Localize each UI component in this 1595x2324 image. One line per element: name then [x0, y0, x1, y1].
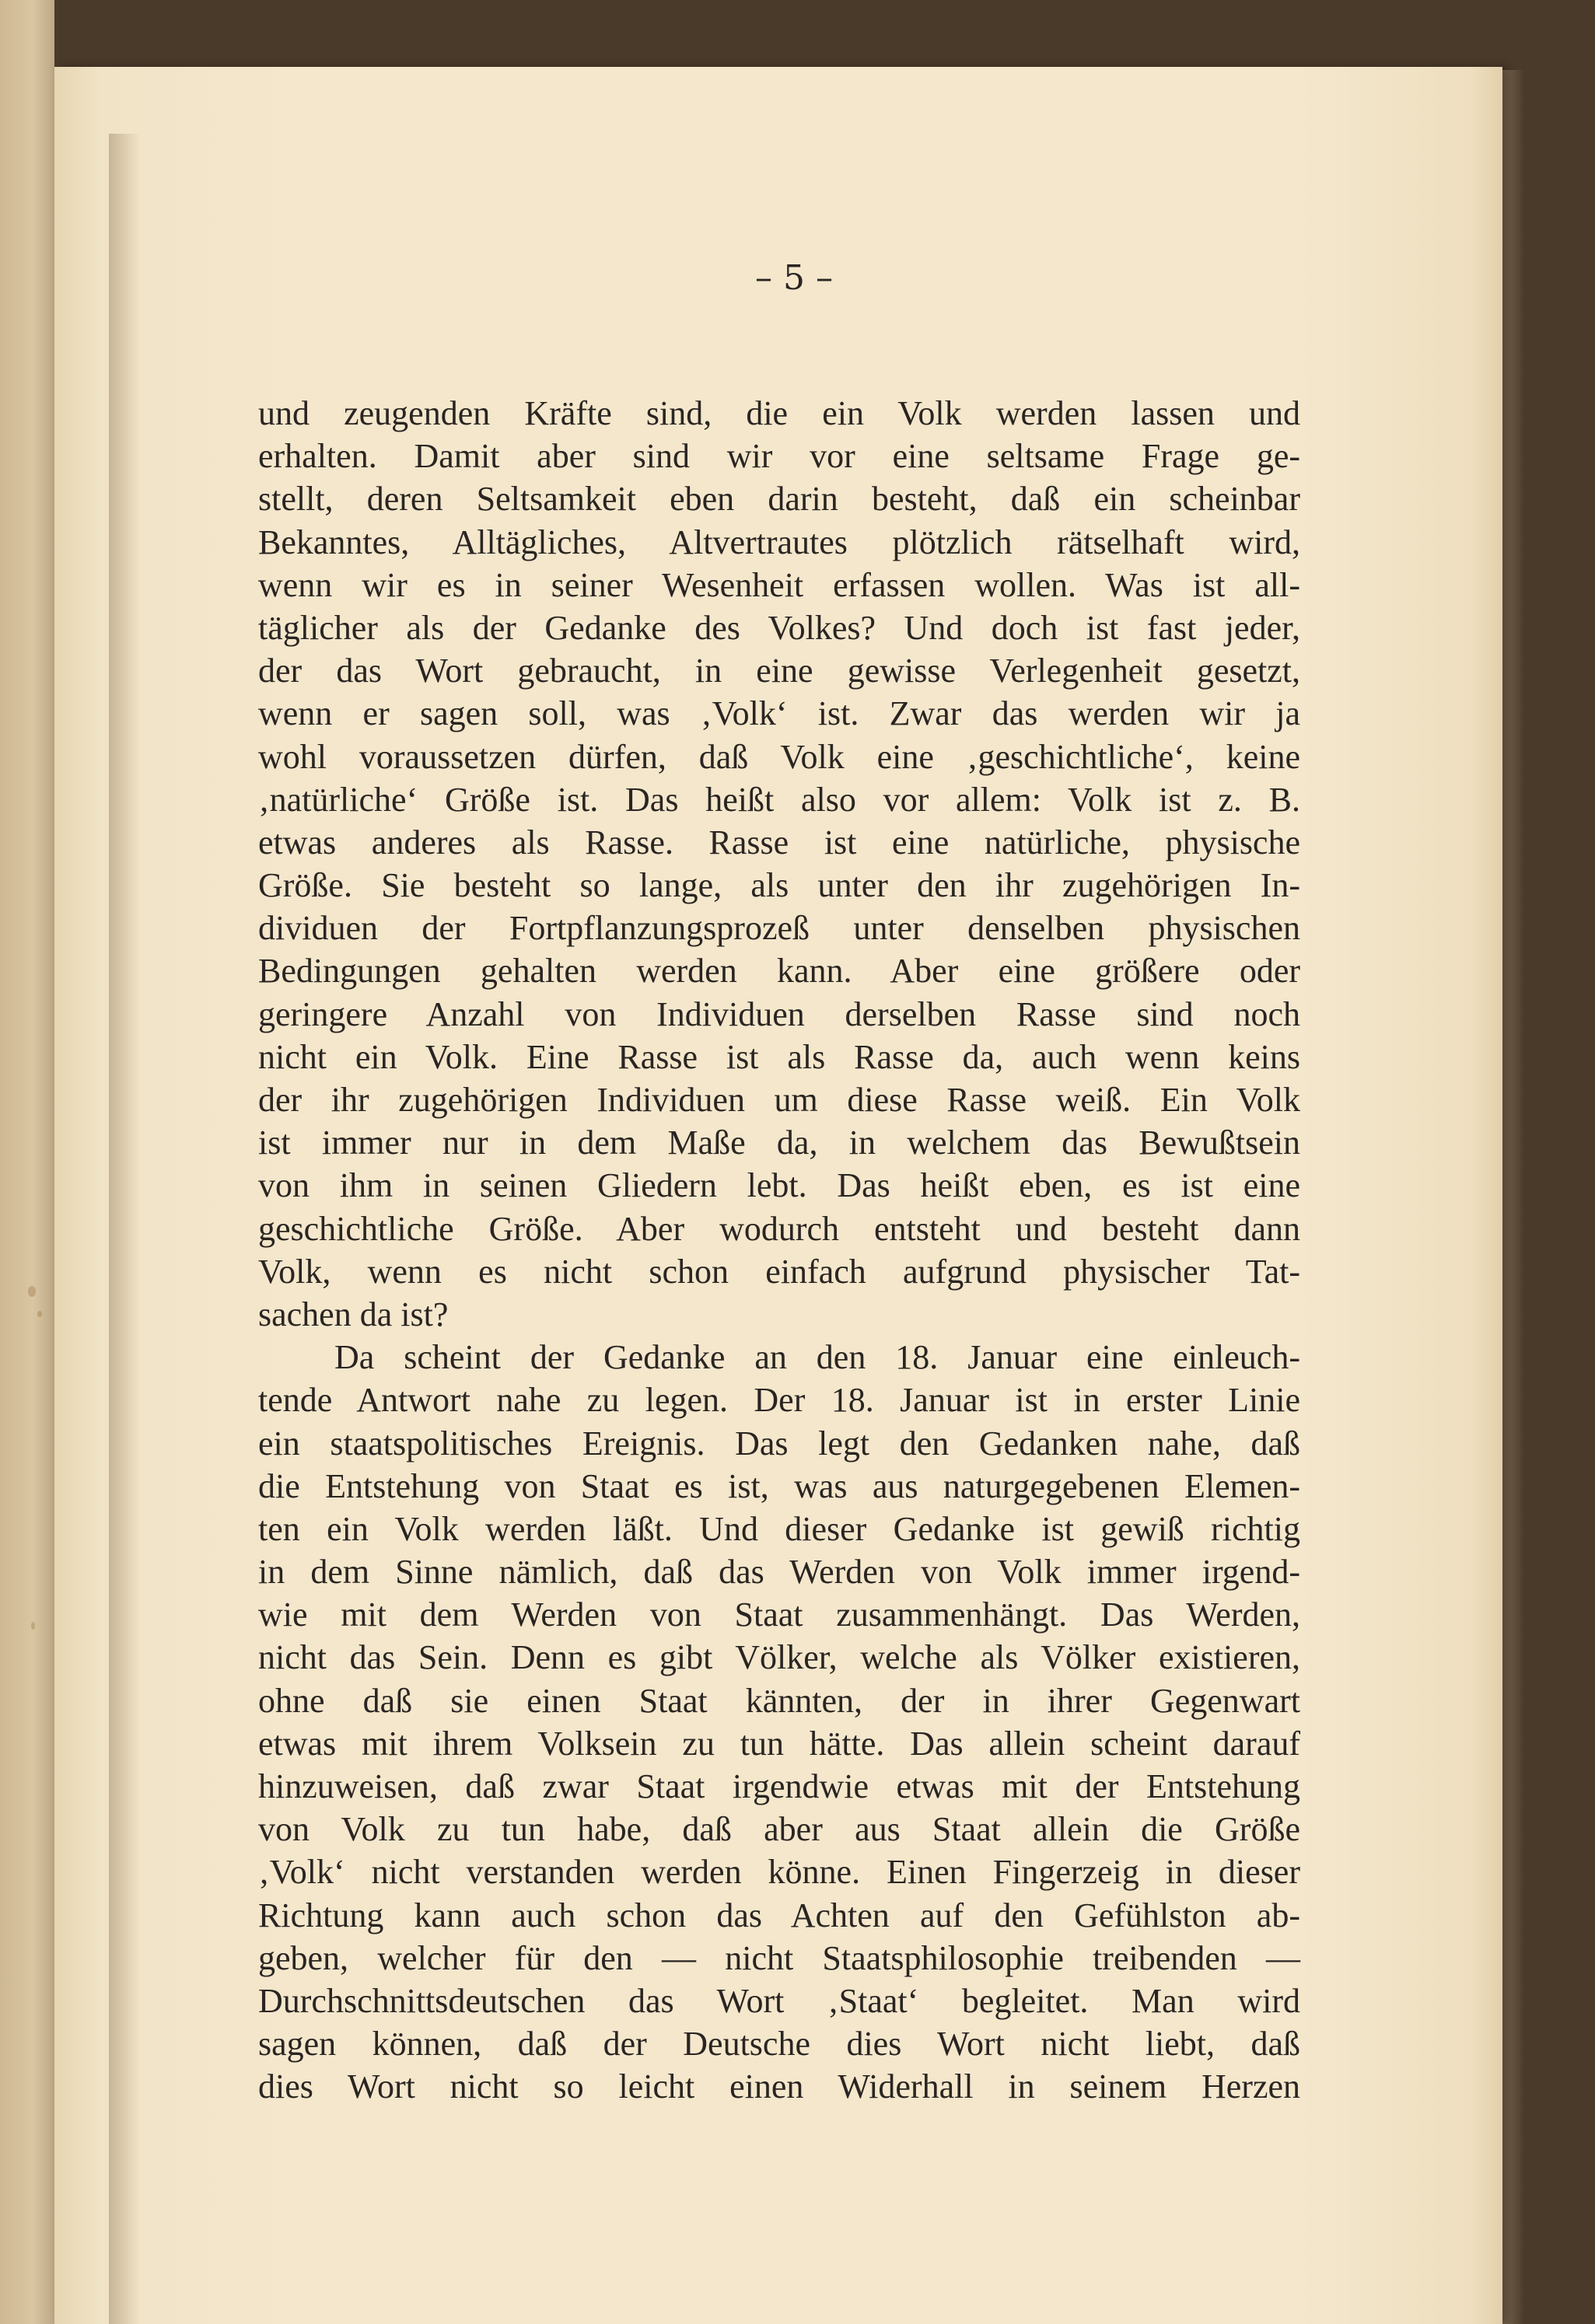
text-line: der das Wort gebraucht, in eine gewisse Verlegenheit gesetzt,: [258, 652, 1300, 690]
text-line: erhalten. Damit aber sind wir vor eine seltsame Frage ge-: [258, 437, 1300, 476]
text-line: tende Antwort nahe zu legen. Der 18. Januar ist in erster Linie: [258, 1381, 1300, 1420]
text-line: von Volk zu tun habe, daß aber aus Staat allein die Größe: [258, 1810, 1300, 1849]
text-line: Bedingungen gehalten werden kann. Aber eine größere oder: [258, 952, 1300, 991]
text-line: geringere Anzahl von Individuen derselben Rasse sind noch: [258, 994, 1300, 1033]
text-line: ‚Volk‘ nicht verstanden werden könne. Einen Fingerzeig in dieser: [258, 1853, 1300, 1892]
text-line: Bekanntes, Alltägliches, Altvertrautes plötzlich rätselhaft wird,: [258, 522, 1300, 561]
text-line: von ihm in seinen Gliedern lebt. Das heißt eben, es ist eine: [258, 1166, 1300, 1205]
text-line: etwas mit ihrem Volksein zu tun hätte. Das allein scheint darauf: [258, 1724, 1300, 1763]
text-line: Durchschnittsdeutschen das Wort ‚Staat‘ begleitet. Man wird: [258, 1981, 1300, 2020]
text-line: geben, welcher für den — nicht Staatsphilosophie treibenden —: [258, 1938, 1300, 1977]
foxing-spot: [28, 1286, 36, 1297]
text-line: wenn er sagen soll, was ‚Volk‘ ist. Zwar das werden wir ja: [258, 694, 1300, 733]
text-line: stellt, deren Seltsamkeit eben darin besteht, daß ein scheinbar: [258, 480, 1300, 519]
text-line: ten ein Volk werden läßt. Und dieser Gedanke ist gewiß richtig: [258, 1509, 1300, 1548]
foxing-spot: [31, 1622, 35, 1630]
text-line: ist immer nur in dem Maße da, in welchem das Bewußtsein: [258, 1124, 1300, 1162]
spine-shadow: [109, 134, 140, 2324]
text-line: etwas anderes als Rasse. Rasse ist eine natürliche, physische: [258, 823, 1300, 861]
book-page: [54, 67, 1502, 2324]
text-line: ohne daß sie einen Staat kännten, der in ihrer Gegenwart: [258, 1681, 1300, 1720]
text-line: sagen können, daß der Deutsche dies Wort nicht liebt, daß: [258, 2025, 1300, 2064]
text-line: wie mit dem Werden von Staat zusammenhängt. Das Werden,: [258, 1595, 1300, 1634]
foxing-spot: [37, 1311, 42, 1317]
text-line: Größe. Sie besteht so lange, als unter den ihr zugehörigen In-: [258, 866, 1300, 905]
text-line: wohl voraussetzen dürfen, daß Volk eine ‚geschichtliche‘, keine: [258, 737, 1300, 776]
text-line: nicht das Sein. Denn es gibt Völker, welche als Völker existieren,: [258, 1638, 1300, 1677]
text-line: täglicher als der Gedanke des Volkes? Und doch ist fast jeder,: [258, 608, 1300, 647]
text-line: Richtung kann auch schon das Achten auf den Gefühlston ab-: [258, 1896, 1300, 1934]
text-line: dies Wort nicht so leicht einen Widerhall in seinem Herzen: [258, 2067, 1300, 2106]
text-line: hinzuweisen, daß zwar Staat irgendwie etwas mit der Entstehung: [258, 1767, 1300, 1805]
text-line: geschichtliche Größe. Aber wodurch entsteht und besteht dann: [258, 1209, 1300, 1248]
text-line: und zeugenden Kräfte sind, die ein Volk werden lassen und: [258, 394, 1300, 432]
text-line: in dem Sinne nämlich, daß das Werden von Volk immer irgend-: [258, 1553, 1300, 1592]
text-line: die Entstehung von Staat es ist, was aus naturgegebenen Elemen-: [258, 1466, 1300, 1505]
text-line: ein staatspolitisches Ereignis. Das legt den Gedanken nahe, daß: [258, 1424, 1300, 1463]
text-line: nicht ein Volk. Eine Rasse ist als Rasse da, auch wenn keins: [258, 1037, 1300, 1076]
body-text: [258, 392, 1300, 2109]
page-stack-edge: [1502, 70, 1524, 2324]
text-line: sachen da ist?: [258, 1295, 449, 1333]
page-number: – 5 –: [755, 258, 833, 298]
text-line: wenn wir es in seiner Wesenheit erfassen wollen. Was ist all-: [258, 565, 1300, 604]
text-line: Da scheint der Gedanke an den 18. Januar eine einleuch-: [334, 1338, 1300, 1377]
text-line: der ihr zugehörigen Individuen um diese Rasse weiß. Ein Volk: [258, 1081, 1300, 1119]
text-line: dividuen der Fortpflanzungsprozeß unter denselben physischen: [258, 909, 1300, 948]
text-line: Volk, wenn es nicht schon einfach aufgrund physischer Tat-: [258, 1252, 1300, 1291]
facing-page-edge: [0, 0, 54, 2324]
text-line: ‚natürliche‘ Größe ist. Das heißt also vor allem: Volk ist z. B.: [258, 780, 1300, 819]
